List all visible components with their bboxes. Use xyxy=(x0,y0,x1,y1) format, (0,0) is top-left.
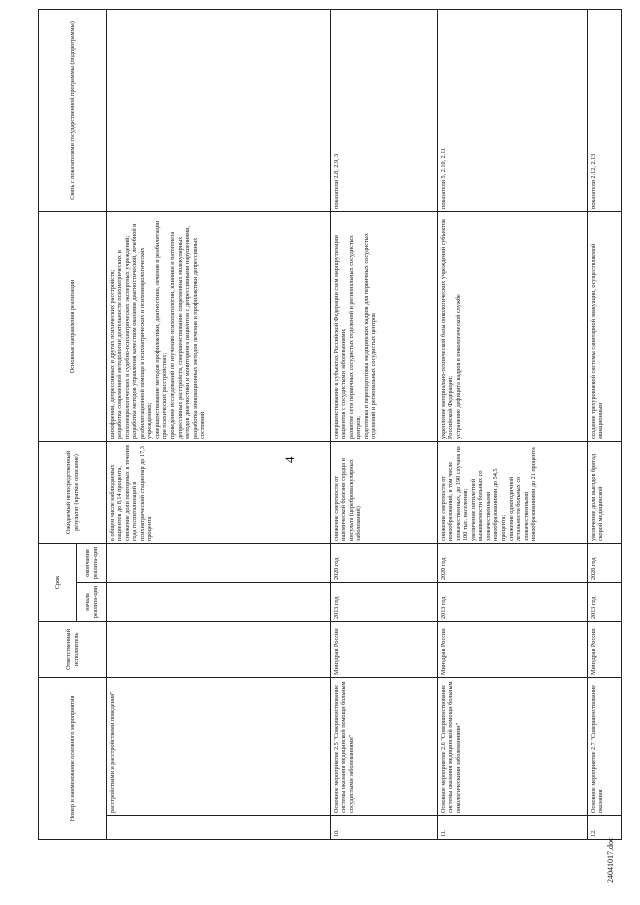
table-row xyxy=(331,9,438,839)
row-number: 11. xyxy=(438,816,588,840)
row-start: 2013 год xyxy=(331,582,438,621)
row-number xyxy=(107,816,331,840)
row-links xyxy=(107,9,331,211)
table-row xyxy=(588,9,622,839)
row-result: снижение смертности от новообразований, в том числе злокачественных, до 190 случаев на 100 тыс. населения; увеличение пятилетней выживаемости больных со злокачественными новообразованиями до 54,5 процента; снижение одногодичной летальности больных со злокачественными новообразованиями до 21 процента xyxy=(438,441,588,543)
row-links: показатели 2.12, 2.13 xyxy=(588,9,622,211)
header-links: Связь с показателями государственной программы (подпрограммы) xyxy=(39,9,107,211)
row-activity: Основное мероприятие 2.5 "Совершенствование системы оказания медицинской помощи больным сосудистыми заболеваниями" xyxy=(331,677,438,815)
row-directions: укрепление материально-технической базы онкологических учреждений субъектов Российской Федерации; устранение дефицита кадров в онкологической службе xyxy=(438,211,588,441)
page-number: 4 xyxy=(282,456,297,463)
table-row xyxy=(438,9,588,839)
row-directions: шизофрении, депрессивных и других психических расстройств; разработка современной методологии деятельности психиатрических и психоневрологических и судебно-психиатрических экспертных учреждений; разработка методов управления качеством оказания диагностической, лечебной и реабилитационной помощи в психиатрических и психоневрологических учреждениях; совершенствование методов профилактики, диагностики, лечения и реабилитации при психических расстройствах; проведение исследований по изучению психопатологии, клиники и патогенеза депрессивных расстройств, совершенствование современных молекулярных методов диагностики и мониторинга пациентов с депрессивными нарушениями, разработка инновационных методов лечения и профилактики депрессивных состояний xyxy=(107,211,331,441)
row-start: 2013 год xyxy=(438,582,588,621)
row-result: увеличение доли выездов бригад скорой медицинской xyxy=(588,441,622,543)
header-activity: Номер и наименование основного мероприятия xyxy=(39,677,107,839)
header-executor: Ответственный исполнитель xyxy=(39,621,107,677)
row-end xyxy=(107,543,331,582)
row-activity: расстройствами и расстройствами поведения" xyxy=(107,677,331,815)
row-end: 2020 год xyxy=(438,543,588,582)
row-executor xyxy=(107,621,331,677)
row-executor: Минздрав России xyxy=(331,621,438,677)
row-end: 2020 год xyxy=(588,543,622,582)
row-executor: Минздрав России xyxy=(588,621,622,677)
row-links: показатели 5, 2.10, 2.11 xyxy=(438,9,588,211)
row-executor: Минздрав России xyxy=(438,621,588,677)
row-activity: Основное мероприятие 2.6 "Совершенствование системы оказания медицинской помощи больным онкологическими заболеваниями" xyxy=(438,677,588,815)
row-activity: Основное мероприятие 2.7 "Совершенствование оказания xyxy=(588,677,622,815)
row-number: 10. xyxy=(331,816,438,840)
header-term: Срок xyxy=(39,543,77,621)
header-directions: Основные направления реализации xyxy=(39,211,107,441)
header-result: Ожидаемый непосредственный результат (краткое описание) xyxy=(39,441,107,543)
row-start: 2013 год xyxy=(588,582,622,621)
row-links: показатели 2.8, 2.9, 3 xyxy=(331,9,438,211)
row-result: в общем числе наблюдаемых пациентов до 8,14 процента, снижение доли повторных в течение года госпитализаций в психиатрический стационар до 17,3 процента xyxy=(107,441,331,543)
header-term-end: окончания реализа-ции xyxy=(77,543,107,582)
table-row xyxy=(107,9,331,839)
row-result: снижение смертности от ишемической болезни сердца и инсульта (цереброваскулярных заболеваний) xyxy=(331,441,438,543)
row-number: 12. xyxy=(588,816,622,840)
row-start xyxy=(107,582,331,621)
row-directions: совершенствование в субъектах Российской Федерации схем маршрутизации пациентов с сосудистыми заболеваниями; развитие сети первичных сосудистых отделений и региональных сосудистых центров; подготовка и переподготовка медицинских кадров для первичных сосудистых отделений и региональных сосудистых центров xyxy=(331,211,438,441)
activities-table xyxy=(38,9,622,840)
header-term-start: начала реализа-ции xyxy=(77,582,107,621)
row-directions: создание трехуровневой системы санитарной эвакуации, осуществляемой авиационным xyxy=(588,211,622,441)
document-code: 24041017.doc xyxy=(606,837,615,883)
row-end: 2020 год xyxy=(331,543,438,582)
